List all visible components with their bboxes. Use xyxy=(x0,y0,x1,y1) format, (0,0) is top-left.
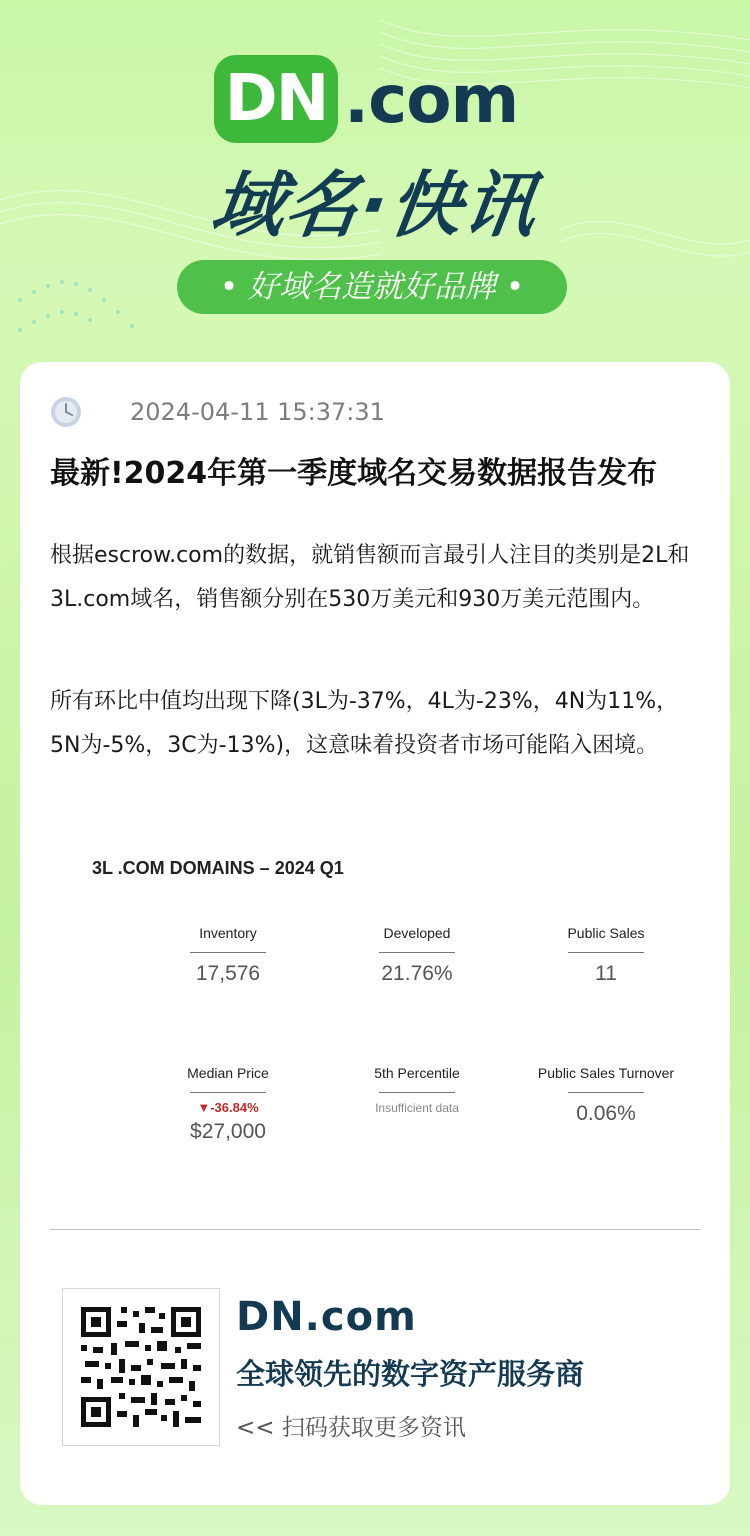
article-card xyxy=(20,362,730,1505)
logo-mark: DN xyxy=(214,55,338,143)
article-paragraph: 根据escrow.com的数据，就销售额而言最引人注目的类别是2L和3L.com域名，销售额分别在530万美元和930万美元范围内。 xyxy=(50,543,690,612)
stat-divider xyxy=(190,952,266,953)
stat-label: Public Sales Turnover xyxy=(537,1065,675,1081)
stat-label: 5th Percentile xyxy=(374,1065,460,1081)
stat-label: Median Price xyxy=(187,1065,269,1081)
stat-5th-percentile xyxy=(317,1062,517,1117)
article-paragraph: 所有环比中值均出现下降(3L为-37%，4L为-23%，4N为11%，5N为-5%，3C为-13%)，这意味着投资者市场可能陷入困境。 xyxy=(50,689,679,758)
stats-title: 3L .COM DOMAINS – 2024 Q1 xyxy=(92,858,344,878)
stat-divider xyxy=(379,952,455,953)
stat-divider xyxy=(568,952,644,953)
clock-icon xyxy=(50,396,82,428)
slogan-pill: • 好域名造就好品牌 • xyxy=(177,260,567,314)
stat-divider xyxy=(379,1092,455,1093)
stat-value: $27,000 xyxy=(190,1120,266,1143)
timestamp: 2024-04-11 15:37:31 xyxy=(130,398,385,426)
stat-label: Inventory xyxy=(199,925,257,941)
hero-title: 域名·快讯 xyxy=(206,163,544,247)
stat-divider xyxy=(568,1092,644,1093)
stat-value: 0.06% xyxy=(576,1102,636,1125)
stat-change-negative: ▼-36.84% xyxy=(197,1100,259,1115)
stats-figure xyxy=(50,852,700,1182)
footer-brand-name: DN.com xyxy=(236,1294,417,1340)
stat-developed xyxy=(317,922,517,989)
stat-value: 17,576 xyxy=(195,962,261,985)
logo-tld: .com xyxy=(344,61,519,138)
article-title: 最新!2024年第一季度域名交易数据报告发布 xyxy=(50,456,658,491)
stat-value: 11 xyxy=(595,962,617,985)
stat-public-sales xyxy=(506,922,706,989)
stat-label: Public Sales xyxy=(567,925,645,941)
stat-note: Insufficient data xyxy=(375,1101,459,1115)
qr-code-icon xyxy=(81,1307,201,1427)
footer-scan-cta: << 扫码获取更多资讯 xyxy=(236,1415,466,1441)
stat-divider xyxy=(190,1092,266,1093)
footer-tagline: 全球领先的数字资产服务商 xyxy=(236,1357,585,1391)
stat-public-sales-turnover xyxy=(506,1062,706,1129)
section-divider xyxy=(50,1229,700,1230)
hero-banner xyxy=(0,0,750,360)
qr-code[interactable] xyxy=(62,1288,220,1446)
stat-inventory xyxy=(128,922,328,989)
stat-label: Developed xyxy=(383,925,451,941)
stat-median-price xyxy=(128,1062,328,1147)
stat-value: 21.76% xyxy=(381,962,453,985)
